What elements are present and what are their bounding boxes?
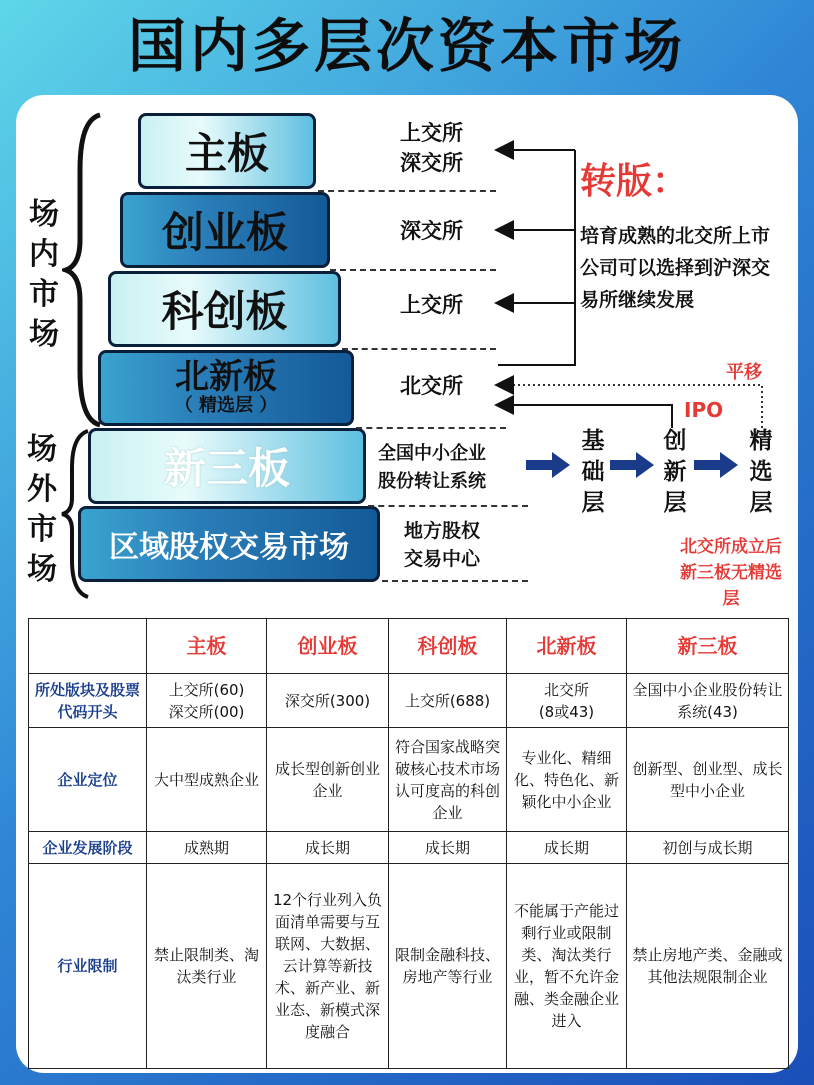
transfer-text: 培育成熟的北交所上市公司可以选择到沪深交易所继续发展 (580, 225, 771, 311)
board-main: 主板 (138, 113, 316, 189)
table-header: 创业板 (267, 619, 389, 674)
table-cell: 深交所(300) (267, 674, 389, 728)
table-header: 科创板 (389, 619, 507, 674)
layer-innovation: 创新层 (663, 428, 687, 516)
board-neeq: 新三板 (88, 428, 366, 504)
exchange-bse: 北交所 (400, 374, 463, 398)
table-cell: 成长期 (507, 832, 627, 864)
table-row (29, 674, 789, 728)
table-cell: 创新型、创业型、成长型中小企业 (627, 728, 789, 832)
onsite-market-label: 场内市场 (29, 197, 59, 352)
table-row-header: 企业发展阶段 (29, 832, 147, 864)
offsite-market-label: 场外市场 (27, 432, 57, 587)
table-cell: 12个行业列入负面清单需要与互联网、大数据、云计算等新技术、新产业、新业态、新模式深度融合 (267, 864, 389, 1069)
table-cell: 上交所(688) (389, 674, 507, 728)
table-cell: 北交所 (8或43) (507, 674, 627, 728)
arrow-right-icon (524, 448, 572, 482)
table-cell: 初创与成长期 (627, 832, 789, 864)
table-cell: 上交所(60) 深交所(00) (147, 674, 267, 728)
table-cell: 专业化、精细化、特色化、新颖化中小企业 (507, 728, 627, 832)
table-row (29, 832, 789, 864)
exchange-neeq: 全国中小企业 股份转让系统 (378, 443, 486, 492)
pingyi-label: 平移 (726, 362, 762, 383)
table-cell: 成长型创新创业企业 (267, 728, 389, 832)
table-cell: 成长期 (389, 832, 507, 864)
table-header (29, 619, 147, 674)
board-bse: 北新板 （ 精选层 ） (98, 350, 354, 426)
table-row-header: 企业定位 (29, 728, 147, 832)
table-header: 主板 (147, 619, 267, 674)
board-chinext: 创业板 (120, 192, 330, 268)
table-cell: 禁止房地产类、金融或其他法规限制企业 (627, 864, 789, 1069)
table-cell: 符合国家战略突破核心技术市场认可度高的科创企业 (389, 728, 507, 832)
layer-select: 精选层 (749, 428, 773, 516)
table-cell: 禁止限制类、淘汰类行业 (147, 864, 267, 1069)
table-cell: 成长期 (267, 832, 389, 864)
table-row-header: 行业限制 (29, 864, 147, 1069)
table-cell: 全国中小企业股份转让系统(43) (627, 674, 789, 728)
page-title: 国内多层次资本市场 (127, 12, 686, 80)
table-row (29, 864, 789, 1069)
table-row-header: 所处版块及股票代码开头 (29, 674, 147, 728)
table-cell: 限制金融科技、房地产等行业 (389, 864, 507, 1069)
exchange-main: 上交所 深交所 (400, 121, 463, 175)
arrow-right-icon (608, 448, 656, 482)
bse-note: 北交所成立后新三板无精选层 (680, 537, 782, 609)
exchange-regional: 地方股权 交易中心 (404, 520, 481, 570)
exchange-chinext: 深交所 (400, 219, 463, 243)
table-header: 北新板 (507, 619, 627, 674)
comparison-table (28, 618, 789, 1069)
transfer-title: 转版： (580, 161, 689, 202)
arrow-right-icon (692, 448, 740, 482)
board-star: 科创板 (108, 271, 341, 347)
ipo-label: IPO (684, 398, 724, 422)
table-cell: 大中型成熟企业 (147, 728, 267, 832)
table-header-row (29, 619, 789, 674)
table-row (29, 728, 789, 832)
table-cell: 成熟期 (147, 832, 267, 864)
table-header: 新三板 (627, 619, 789, 674)
layer-basic: 基础层 (581, 428, 605, 516)
board-regional: 区域股权交易市场 (78, 506, 380, 582)
exchange-star: 上交所 (400, 293, 463, 317)
table-cell: 不能属于产能过剩行业或限制类、淘汰类行业，暂不允许金融、类金融企业进入 (507, 864, 627, 1069)
